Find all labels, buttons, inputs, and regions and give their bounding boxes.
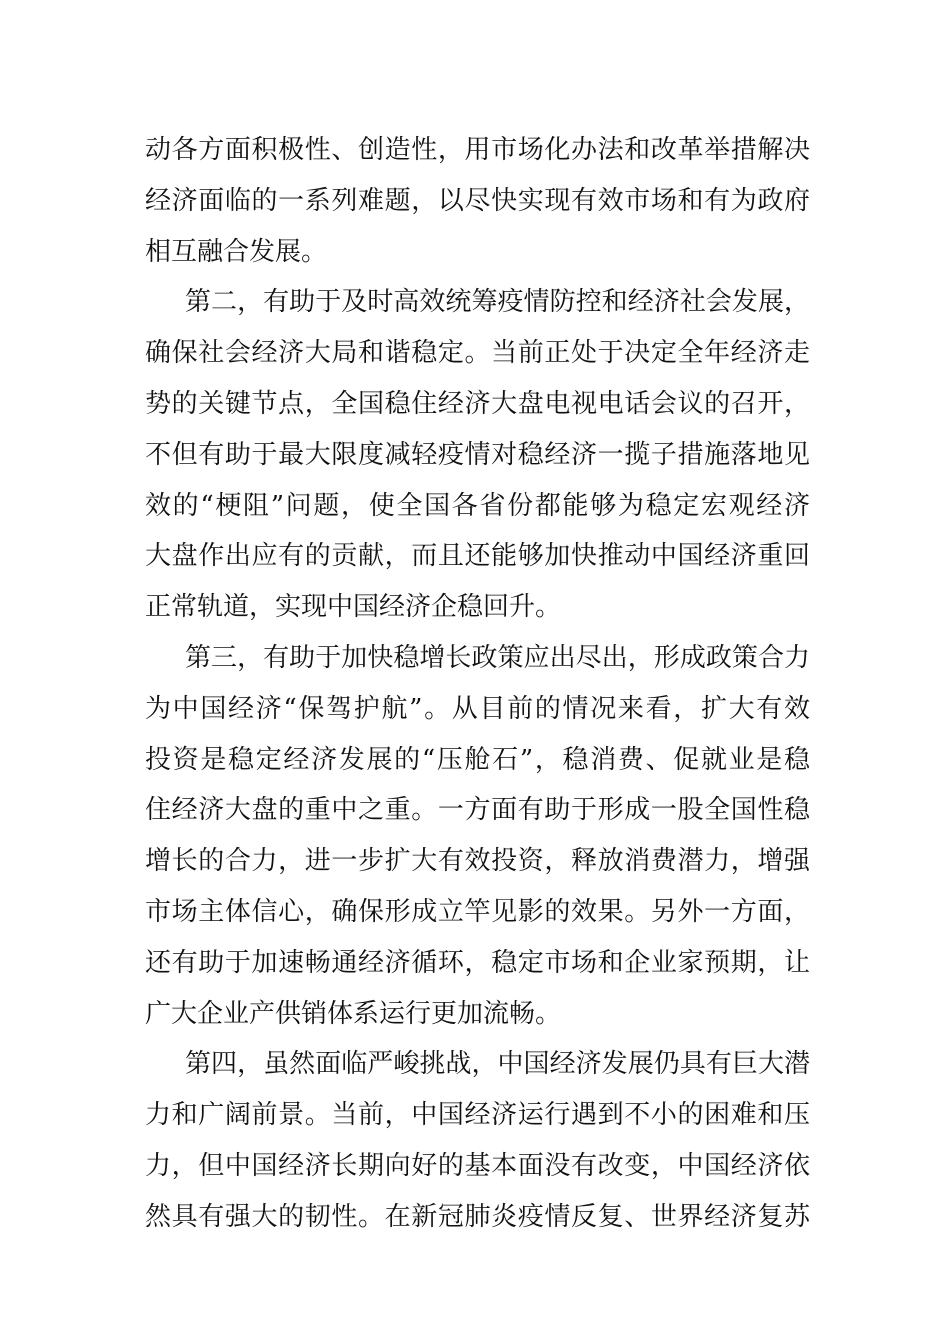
- text-line: 还有助于加速畅通经济循环，稳定市场和企业家预期，让: [145, 947, 810, 978]
- text-line: 动各方面积极性、创造性，用市场化办法和改革举措解决: [145, 135, 810, 165]
- text-line: 力和广阔前景。当前，中国经济运行遇到不小的困难和压: [145, 1100, 810, 1131]
- paragraph-continuation: [145, 125, 810, 277]
- text-line: 投资是稳定经济发展的“压舱石”，稳消费、促就业是稳: [145, 744, 810, 775]
- text-line: 市场主体信心，确保形成立竿见影的效果。另外一方面，: [145, 896, 810, 927]
- text-line: 住经济大盘的重中之重。一方面有助于形成一股全国性稳: [145, 795, 810, 826]
- text-line: 效的“梗阻”问题，使全国各省份都能够为稳定宏观经济: [145, 490, 810, 521]
- text-line: 第三，有助于加快稳增长政策应出尽出，形成政策合力: [185, 642, 810, 673]
- text-line: 第四，虽然面临严峻挑战，中国经济发展仍具有巨大潜: [185, 1049, 810, 1080]
- text-line: 为中国经济“保驾护航”。从目前的情况来看，扩大有效: [145, 693, 810, 724]
- text-line: 增长的合力，进一步扩大有效投资，释放消费潜力，增强: [145, 846, 810, 877]
- document-body: [145, 125, 810, 1243]
- paragraph-third: [145, 633, 810, 1039]
- text-line: 大盘作出应有的贡献，而且还能够加快推动中国经济重回: [145, 541, 810, 572]
- text-line: 广大企业产供销体系运行更加流畅。: [145, 998, 562, 1029]
- text-line: 势的关键节点，全国稳住经济大盘电视电话会议的召开，: [145, 388, 810, 419]
- text-line: 正常轨道，实现中国经济企稳回升。: [145, 592, 562, 623]
- text-line: 经济面临的一系列难题，以尽快实现有效市场和有为政府: [145, 185, 810, 216]
- text-line: 第二，有助于及时高效统筹疫情防控和经济社会发展，: [185, 287, 810, 318]
- text-line: 相互融合发展。: [145, 236, 328, 267]
- paragraph-fourth: [145, 1039, 810, 1242]
- text-line: 确保社会经济大局和谐稳定。当前正处于决定全年经济走: [145, 338, 810, 369]
- paragraph-second: [145, 277, 810, 633]
- text-line: 然具有强大的韧性。在新冠肺炎疫情反复、世界经济复苏: [145, 1201, 810, 1232]
- text-line: 不但有助于最大限度减轻疫情对稳经济一揽子措施落地见: [145, 439, 810, 470]
- text-line: 力，但中国经济长期向好的基本面没有改变，中国经济依: [145, 1150, 810, 1181]
